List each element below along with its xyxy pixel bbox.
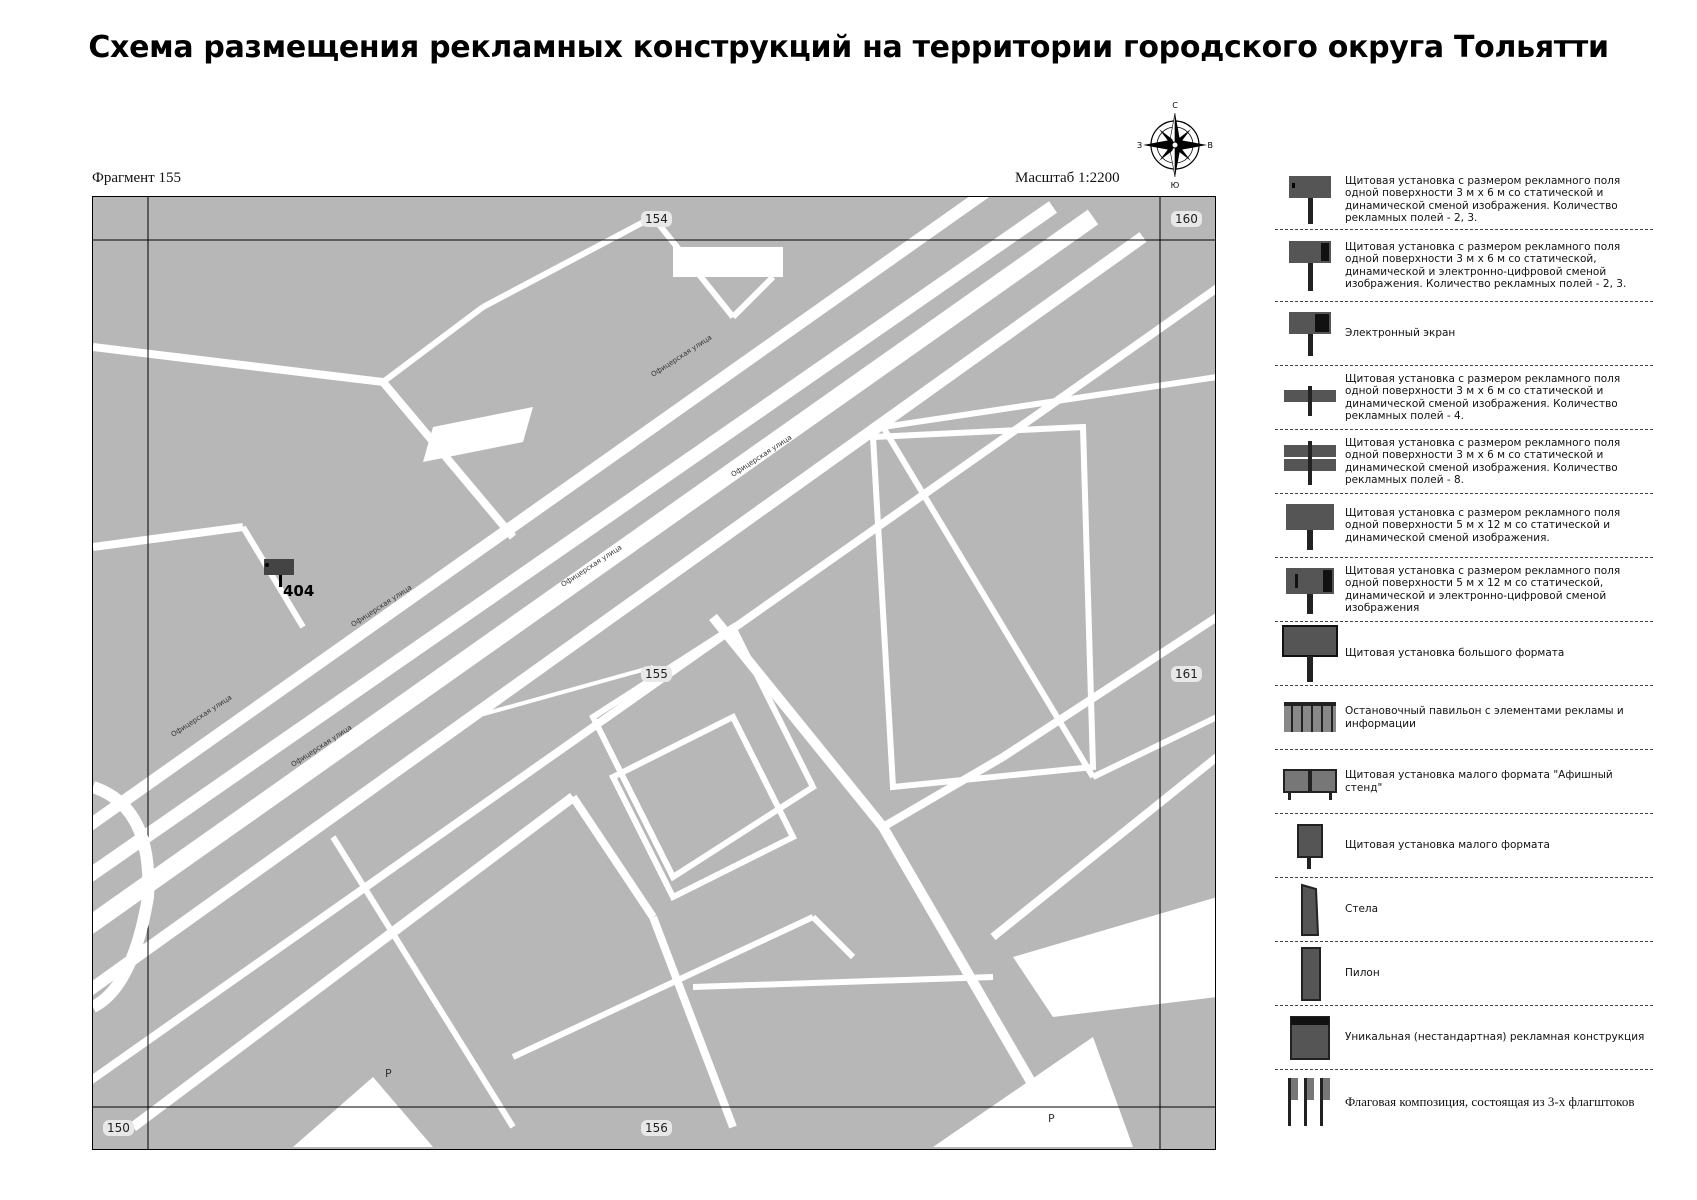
compass-rose-icon xyxy=(1135,100,1215,190)
legend-text: Щитовая установка с размером рекламного поля одной поверхности 3 м х 6 м со статической, динамической и электронно-цифровой сменой изображения. Количество рекламных полей - 2, 3. xyxy=(1345,240,1627,290)
legend-text: Щитовая установка малого формата "Афишный стенд" xyxy=(1345,769,1613,794)
street-name: Офицерская улица xyxy=(559,543,624,589)
sheet-number-bottom: 156 xyxy=(641,1120,672,1136)
billboard-5x12-digital-icon xyxy=(1283,564,1337,616)
sheet-number-right: 161 xyxy=(1171,666,1202,682)
legend-text: Щитовая установка с размером рекламного поля одной поверхности 5 м х 12 м со статической и динамической сменой изображения. xyxy=(1345,506,1621,544)
stele-icon xyxy=(1290,883,1330,937)
billboard-3x6-digital-icon xyxy=(1285,237,1335,295)
unique-structure-icon xyxy=(1287,1013,1333,1063)
street-name: Офицерская улица xyxy=(169,693,234,739)
page-title: Схема размещения рекламных конструкций на территории городского округа Тольятти xyxy=(88,30,1609,65)
legend-text: Щитовая установка с размером рекламного поля одной поверхности 3 м х 6 м со статической и динамической сменой изображения. Количество рекламных полей - 8. xyxy=(1345,436,1621,486)
billboard-3x6-static-dynamic-icon xyxy=(1285,174,1335,226)
street-name: Офицерская улица xyxy=(649,333,714,379)
parking-label: Р xyxy=(385,1067,392,1080)
legend-text: Щитовая установка с размером рекламного поля одной поверхности 3 м х 6 м со статической и динамической сменой изображения. Количество рекламных полей - 4. xyxy=(1345,372,1621,422)
billboard-3x6-eight-fields-icon xyxy=(1282,437,1338,487)
legend-item xyxy=(1275,302,1653,366)
parking-label: Р xyxy=(1048,1112,1055,1125)
bus-stop-pavilion-icon xyxy=(1282,698,1338,738)
map-area[interactable] xyxy=(92,196,1216,1150)
legend-text: Щитовая установка большого формата xyxy=(1345,647,1565,660)
fragment-label: Фрагмент 155 xyxy=(92,170,181,186)
legend-item xyxy=(1275,430,1653,494)
legend-text: Уникальная (нестандартная) рекламная конструкция xyxy=(1345,1031,1645,1044)
legend-item xyxy=(1275,622,1653,686)
legend-text: Стела xyxy=(1345,903,1379,916)
sheet-number-top: 154 xyxy=(641,211,672,227)
sheet-number-bottom-left: 150 xyxy=(103,1120,134,1136)
electronic-screen-icon xyxy=(1285,308,1335,360)
legend-text: Остановочный павильон с элементами рекламы и информации xyxy=(1345,705,1624,730)
poster-stand-icon xyxy=(1282,762,1338,802)
legend-item xyxy=(1275,750,1653,814)
legend-item xyxy=(1275,942,1653,1006)
compass-s: Ю xyxy=(1170,181,1180,190)
legend-item xyxy=(1275,558,1653,622)
pylon-icon xyxy=(1290,946,1330,1002)
legend-text: Пилон xyxy=(1345,967,1380,980)
legend-item xyxy=(1275,366,1653,430)
street-name: Офицерская улица xyxy=(349,583,414,629)
compass-e: В xyxy=(1207,141,1213,150)
legend-item xyxy=(1275,1006,1653,1070)
legend-text: Электронный экран xyxy=(1345,327,1456,340)
legend-text: Флаговая композиция, состоящая из 3-х флагштоков xyxy=(1345,1093,1635,1109)
compass-w: З xyxy=(1137,141,1143,150)
legend-item xyxy=(1275,170,1653,230)
billboard-5x12-static-dynamic-icon xyxy=(1283,500,1337,552)
legend-text: Щитовая установка с размером рекламного поля одной поверхности 5 м х 12 м со статической, динамической и электронно-цифровой сменой изображения xyxy=(1345,564,1621,614)
marker-label-404: 404 xyxy=(283,582,315,600)
legend-item xyxy=(1275,230,1653,302)
compass-n: С xyxy=(1172,101,1178,110)
large-format-billboard-icon xyxy=(1281,624,1339,684)
legend xyxy=(1275,170,1653,1132)
street-name: Офицерская улица xyxy=(289,723,354,769)
legend-item xyxy=(1275,494,1653,558)
legend-item xyxy=(1275,1070,1653,1132)
legend-item xyxy=(1275,686,1653,750)
street-name: Офицерская улица xyxy=(729,433,794,479)
legend-item xyxy=(1275,878,1653,942)
legend-item xyxy=(1275,814,1653,878)
billboard-3x6-four-fields-icon xyxy=(1282,376,1338,420)
legend-text: Щитовая установка с размером рекламного поля одной поверхности 3 м х 6 м со статической и динамической сменой изображения. Количество рекламных полей - 2, 3. xyxy=(1345,174,1621,224)
sheet-number-top-right: 160 xyxy=(1171,211,1202,227)
flag-composition-icon xyxy=(1283,1074,1337,1128)
small-format-billboard-icon xyxy=(1290,821,1330,871)
sheet-number-center: 155 xyxy=(641,666,672,682)
scale-label: Масштаб 1:2200 xyxy=(1015,170,1120,186)
legend-text: Щитовая установка малого формата xyxy=(1345,839,1550,852)
